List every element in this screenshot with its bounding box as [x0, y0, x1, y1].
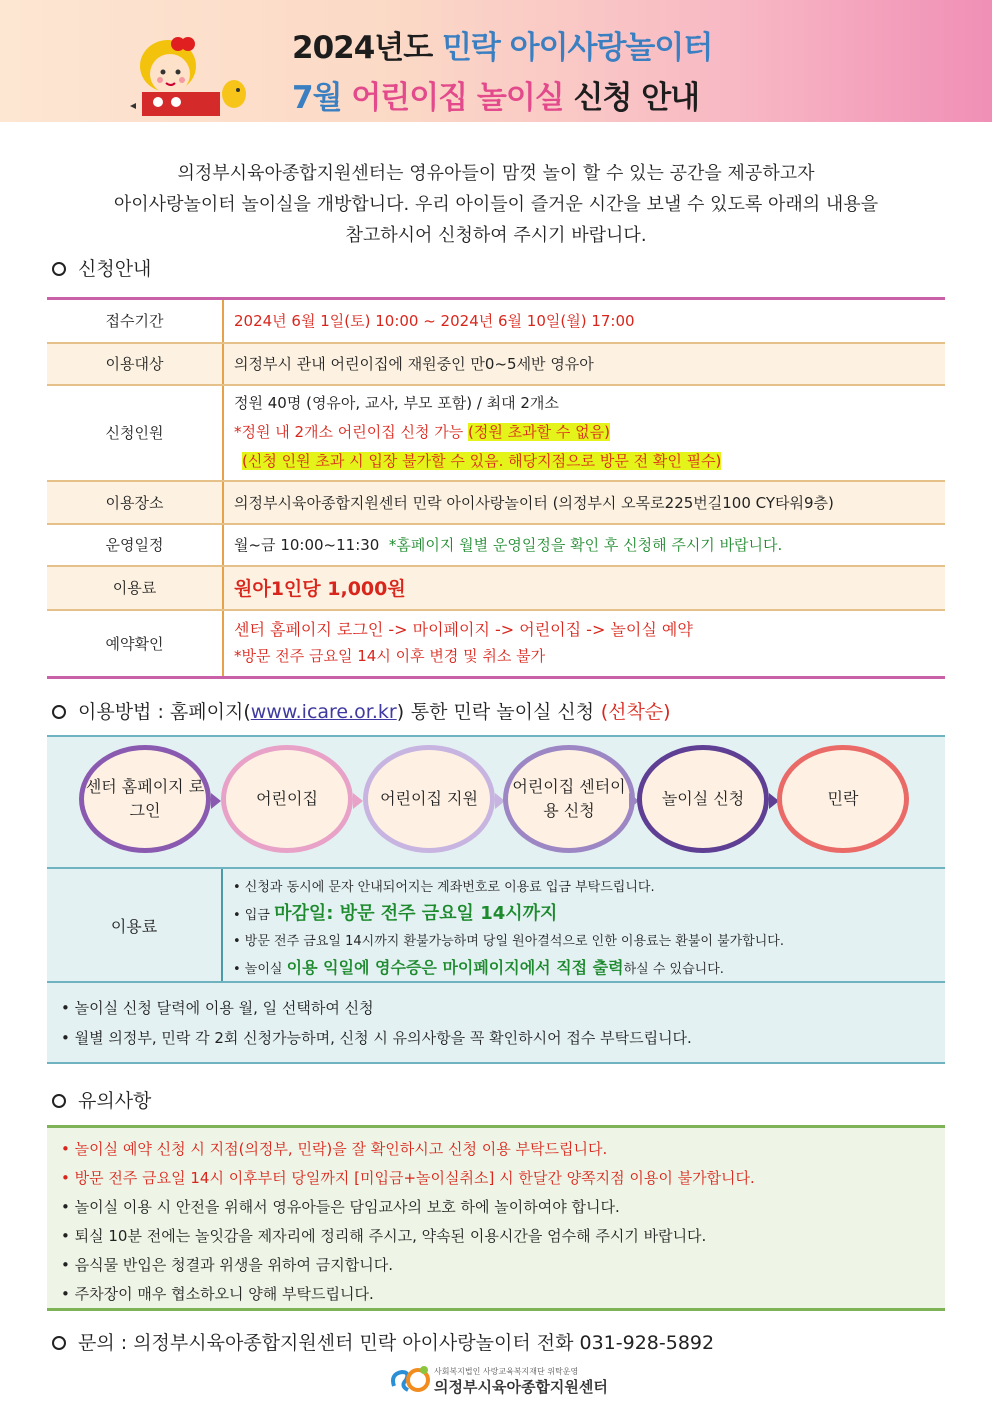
confirm-label: 예약확인 [47, 610, 223, 678]
caution-item: • 방문 전주 금요일 14시 이후부터 당일까지 [미입금+놀이실취소] 시 한달간 양쪽지점 이용이 불가합니다. [61, 1169, 755, 1187]
table-row [47, 385, 945, 481]
confirm-value [223, 610, 945, 678]
fee-detail-lines [233, 875, 943, 983]
count-value [223, 385, 945, 481]
arrow-right-icon [211, 793, 221, 809]
table-row [47, 343, 945, 385]
caution-item: • 주차장이 매우 협소하오니 양해 부탁드립니다. [61, 1285, 374, 1303]
intro-line-3: 참고하시어 신청하여 주시기 바랍니다. [345, 225, 647, 246]
title-year: 2024년도 [292, 30, 433, 66]
period-value: 2024년 6월 1일(토) 10:00 ~ 2024년 6월 10일(월) 17:00 [223, 299, 945, 343]
fee-line-4 [233, 955, 943, 983]
table-row [47, 299, 945, 343]
method-box [47, 735, 945, 1064]
fee-value: 원아1인당 1,000원 [223, 566, 945, 610]
caution-item: • 음식물 반입은 청결과 위생을 위하여 금지합니다. [61, 1256, 394, 1274]
caution-item: • 퇴실 10분 전에는 놀잇감을 제자리에 정리해 주시고, 약속된 이용시간을 엄수해 주시기 바랍니다. [61, 1227, 707, 1245]
intro-text [60, 158, 932, 251]
table-row [47, 524, 945, 566]
arrow-right-icon [353, 793, 363, 809]
circle-bullet-icon [52, 262, 66, 276]
table-row [47, 566, 945, 610]
flow-step-minrak: 민락 [777, 745, 909, 853]
intro-line-1: 의정부시육아종합지원센터는 영유아들이 맘껏 놀이 할 수 있는 공간을 제공하고자 [177, 163, 815, 184]
fee-line-4-prefix: • 놀이실 [233, 962, 283, 977]
fee-deadline: 마감일: 방문 전주 금요일 14시까지 [274, 903, 558, 924]
flow-step-daycare: 어린이집 [221, 745, 353, 853]
place-label: 이용장소 [47, 481, 223, 524]
caution-title: 유의사항 [78, 1090, 152, 1112]
method-notes [61, 993, 692, 1053]
center-logo-icon [388, 1364, 432, 1396]
title-line-1 [292, 22, 712, 67]
method-note-2: • 월별 의정부, 민락 각 2회 신청가능하며, 신청 시 유의사항을 꼭 확인하시어 접수 부탁드립니다. [61, 1029, 692, 1047]
count-line-3 [234, 447, 935, 476]
title-room: 어린이집 놀이실 [351, 80, 564, 116]
method-note-1: • 놀이실 신청 달력에 이용 월, 일 선택하여 신청 [61, 999, 374, 1017]
fee-line-3: • 방문 전주 금요일 14시까지 환불가능하며 당일 원아결석으로 인한 이용료는 환불이 불가합니다. [233, 934, 785, 949]
header-banner [0, 0, 992, 122]
receipt-note: 이용 익일에 영수증은 마이페이지에서 직접 출력 [286, 958, 624, 977]
method-title: 이용방법 : 홈페이지 [78, 701, 244, 723]
title-line-2 [292, 72, 699, 117]
table-row [47, 481, 945, 524]
count-line-1: 정원 40명 (영유아, 교사, 부모 포함) / 최대 2개소 [234, 394, 559, 412]
period-label: 접수기간 [47, 299, 223, 343]
caution-item: • 놀이실 이용 시 안전을 위해서 영유아들은 담임교사의 보호 하에 놀이하여야 합니다. [61, 1198, 620, 1216]
fee-line-2-prefix: • 입금 [233, 908, 270, 923]
count-warning: (신청 인원 초과 시 입장 불가할 수 있음. 해당지점으로 방문 전 확인 필수) [242, 452, 722, 470]
confirm-line-2: *방문 전주 금요일 14시 이후 변경 및 취소 불가 [234, 647, 546, 666]
fee-label: 이용료 [47, 566, 223, 610]
application-flow [47, 737, 945, 867]
caution-item: • 놀이실 예약 신청 시 지점(의정부, 민락)을 잘 확인하시고 신청 이용 부탁드립니다. [61, 1140, 608, 1158]
flow-step-support: 어린이집 지원 [363, 745, 495, 853]
circle-bullet-icon [52, 705, 66, 719]
logo-subtitle: 사회복지법인 사랑교육복지재단 위탁운영 [434, 1367, 579, 1376]
schedule-note: *홈페이지 월별 운영일정을 확인 후 신청해 주시기 바랍니다. [388, 536, 783, 554]
circle-bullet-icon [52, 1336, 66, 1350]
center-logo [388, 1364, 610, 1398]
table-row [47, 610, 945, 678]
logo-name: 의정부시육아종합지원센터 [434, 1378, 608, 1396]
count-highlight: (정원 초과할 수 없음) [468, 423, 610, 441]
flow-step-center-use: 어린이집 센터이용 신청 [503, 745, 635, 853]
count-note: *정원 내 2개소 어린이집 신청 가능 [234, 423, 464, 441]
place-value: 의정부시육아종합지원센터 민락 아이사랑놀이터 (의정부시 오목로225번길100 CY타워9층) [223, 481, 945, 524]
child-mascot-icon [128, 28, 248, 118]
section-method-heading: 이용방법 : 홈페이지(www.icare.or.kr) 통한 민락 놀이실 신청 (선착순) [52, 697, 671, 724]
confirm-line-1: 센터 홈페이지 로그인 -> 마이페이지 -> 어린이집 -> 놀이실 예약 [234, 620, 693, 640]
title-guide: 신청 안내 [573, 80, 700, 116]
fee-line-2 [233, 901, 943, 929]
fee-line-4-suffix: 하실 수 있습니다. [623, 962, 724, 977]
contact-text: 문의 : 의정부시육아종합지원센터 민락 아이사랑놀이터 전화 031-928-5892 [78, 1332, 715, 1354]
homepage-link[interactable]: www.icare.or.kr [250, 701, 397, 723]
flow-step-login: 센터 홈페이지 로그인 [79, 745, 211, 853]
contact-line [52, 1328, 714, 1355]
schedule-time: 월~금 10:00~11:30 [234, 536, 380, 554]
target-value: 의정부시 관내 어린이집에 재원중인 만0~5세반 영유아 [223, 343, 945, 385]
flow-step-playroom: 놀이실 신청 [637, 745, 769, 853]
fee-detail-table [47, 867, 945, 983]
count-label: 신청인원 [47, 385, 223, 481]
intro-line-2: 아이사랑놀이터 놀이실을 개방합니다. 우리 아이들이 즐거운 시간을 보낼 수 있도록 아래의 내용을 [113, 194, 879, 215]
caution-box [47, 1125, 945, 1311]
section-caution-heading [52, 1086, 151, 1113]
title-month: 7월 [292, 80, 342, 116]
circle-bullet-icon [52, 1094, 66, 1108]
section-title: 신청안내 [78, 258, 152, 280]
method-suffix: 통한 민락 놀이실 신청 [410, 701, 595, 723]
title-place: 민락 아이사랑놀이터 [441, 30, 713, 66]
count-line-2 [234, 418, 935, 447]
fee-line-1: • 신청과 동시에 문자 안내되어지는 계좌번호로 이용료 입금 부탁드립니다. [233, 880, 655, 895]
schedule-value [223, 524, 945, 566]
application-info-table [47, 297, 945, 679]
section-application-heading [52, 254, 151, 281]
fee-detail-label: 이용료 [47, 869, 223, 981]
first-come-tag: (선착순) [600, 701, 671, 723]
target-label: 이용대상 [47, 343, 223, 385]
schedule-label: 운영일정 [47, 524, 223, 566]
